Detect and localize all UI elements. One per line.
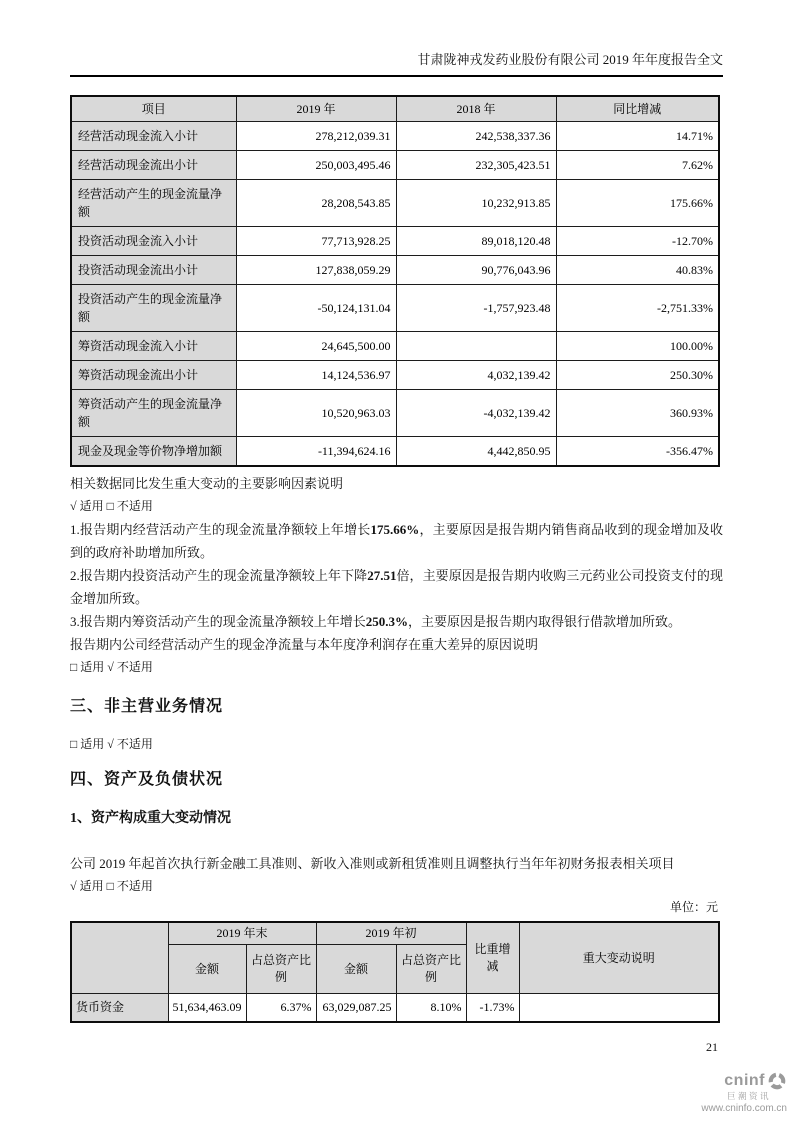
note-paragraph — [70, 564, 723, 610]
cash-flow-header-row — [71, 96, 719, 122]
value-change: -2,751.33% — [556, 285, 719, 332]
unit-label: 单位：元 — [669, 900, 718, 914]
value-2018: 242,538,337.36 — [396, 122, 556, 151]
weight-change: -1.73% — [466, 994, 519, 1023]
notes-block — [70, 472, 723, 679]
asset-composition-table — [70, 921, 720, 1023]
asset-header-row-1 — [71, 922, 719, 945]
value-change: 40.83% — [556, 256, 719, 285]
section-heading-4: 四、资产及负债状况 — [70, 771, 224, 788]
col-header-item: 项目 — [71, 96, 236, 122]
value-2018: 4,032,139.42 — [396, 361, 556, 390]
text-segment: 27.51 — [367, 568, 397, 583]
row-label: 经营活动现金流出小计 — [71, 151, 236, 180]
cninfo-swirl-icon — [765, 1071, 787, 1091]
col-header-2018: 2018 年 — [396, 96, 556, 122]
page-content — [70, 0, 723, 1023]
asset-subcol-ratio-end: 占总资产比例 — [246, 945, 316, 994]
row-label: 投资活动现金流出小计 — [71, 256, 236, 285]
cninfo-brand-row — [701, 1071, 787, 1091]
value-2018: 10,232,913.85 — [396, 180, 556, 227]
start-ratio: 8.10% — [396, 994, 466, 1023]
text-segment: 1.报告期内经营活动产生的现金流量净额较上年增长 — [70, 522, 371, 537]
asset-subcol-amount-start: 金额 — [316, 945, 396, 994]
table-row — [71, 256, 719, 285]
value-change: 100.00% — [556, 332, 719, 361]
table-row — [71, 227, 719, 256]
value-2018: 4,442,850.95 — [396, 437, 556, 467]
notes-title: 相关数据同比发生重大变动的主要影响因素说明 — [70, 476, 344, 491]
table-row — [71, 390, 719, 437]
asset-col-period-start: 2019 年初 — [316, 922, 466, 945]
value-change: 14.71% — [556, 122, 719, 151]
value-change: 250.30% — [556, 361, 719, 390]
applicable-line: √ 适用 □ 不适用 — [70, 499, 153, 513]
value-change: 7.62% — [556, 151, 719, 180]
text-segment: 2.报告期内投资活动产生的现金流量净额较上年下降 — [70, 568, 368, 583]
row-label: 现金及现金等价物净增加额 — [71, 437, 236, 467]
end-amount: 51,634,463.09 — [168, 994, 246, 1023]
value-change: -12.70% — [556, 227, 719, 256]
value-2018: 232,305,423.51 — [396, 151, 556, 180]
row-label: 经营活动现金流入小计 — [71, 122, 236, 151]
row-label: 筹资活动现金流出小计 — [71, 361, 236, 390]
note-paragraph — [70, 518, 723, 564]
table-row — [71, 122, 719, 151]
cninfo-brand-text: cninf — [724, 1071, 765, 1089]
row-label: 筹资活动现金流入小计 — [71, 332, 236, 361]
table-row — [71, 180, 719, 227]
table-row — [71, 361, 719, 390]
table-row — [71, 437, 719, 467]
page-number: 21 — [706, 1040, 718, 1054]
value-2018: -4,032,139.42 — [396, 390, 556, 437]
asset-col-item — [71, 922, 168, 994]
row-label: 货币资金 — [71, 994, 168, 1023]
text-segment: ，主要原因是报告期内取得银行借款增加所致。 — [408, 614, 682, 629]
col-header-2019: 2019 年 — [236, 96, 396, 122]
value-change: -356.47% — [556, 437, 719, 467]
value-2019: 77,713,928.25 — [236, 227, 396, 256]
applicable-line: □ 适用 √ 不适用 — [70, 737, 153, 751]
intro-paragraph: 公司 2019 年起首次执行新金融工具准则、新收入准则或新租赁准则且调整执行当年年初财务报表相关项目 — [70, 856, 675, 871]
value-2019: -11,394,624.16 — [236, 437, 396, 467]
table-row — [71, 285, 719, 332]
value-2019: 250,003,495.46 — [236, 151, 396, 180]
asset-subcol-ratio-start: 占总资产比例 — [396, 945, 466, 994]
col-header-change: 同比增减 — [556, 96, 719, 122]
value-2018: -1,757,923.48 — [396, 285, 556, 332]
note-paragraph — [70, 610, 723, 633]
diff-title: 报告期内公司经营活动产生的现金净流量与本年度净利润存在重大差异的原因说明 — [70, 637, 539, 652]
row-label: 投资活动产生的现金流量净额 — [71, 285, 236, 332]
cninfo-url: www.cninfo.com.cn — [701, 1103, 787, 1114]
report-title: 甘肃陇神戎发药业股份有限公司 2019 年年度报告全文 — [417, 52, 723, 67]
value-2019: 127,838,059.29 — [236, 256, 396, 285]
section-heading-3: 三、非主营业务情况 — [70, 698, 224, 715]
subsection-heading: 1、资产构成重大变动情况 — [70, 811, 231, 826]
row-label: 投资活动现金流入小计 — [71, 227, 236, 256]
value-2019: 278,212,039.31 — [236, 122, 396, 151]
value-2019: 24,645,500.00 — [236, 332, 396, 361]
applicable-line: √ 适用 □ 不适用 — [70, 879, 153, 893]
asset-subcol-amount-end: 金额 — [168, 945, 246, 994]
text-segment: 175.66% — [370, 522, 420, 537]
value-change: 175.66% — [556, 180, 719, 227]
value-2019: -50,124,131.04 — [236, 285, 396, 332]
cninfo-chinese-name: 巨潮资讯 — [726, 1090, 771, 1101]
text-segment: ，主要原因是报告期内销售商品收到的现金增加及收到的政府补助增加所致。 — [70, 522, 723, 560]
table-row — [71, 332, 719, 361]
row-label: 筹资活动产生的现金流量净额 — [71, 390, 236, 437]
value-change: 360.93% — [556, 390, 719, 437]
text-segment: 3.报告期内筹资活动产生的现金流量净额较上年增长 — [70, 614, 366, 629]
end-ratio: 6.37% — [246, 994, 316, 1023]
text-segment: 倍，主要原因是报告期内收购三元药业公司投资支付的现金增加所致。 — [70, 568, 723, 606]
value-2019: 28,208,543.85 — [236, 180, 396, 227]
table-row — [71, 151, 719, 180]
table-row — [71, 994, 719, 1023]
major-change-note — [519, 994, 719, 1023]
row-label: 经营活动产生的现金流量净额 — [71, 180, 236, 227]
asset-col-period-end: 2019 年末 — [168, 922, 316, 945]
value-2019: 14,124,536.97 — [236, 361, 396, 390]
asset-col-major-change: 重大变动说明 — [519, 922, 719, 994]
value-2018: 89,018,120.48 — [396, 227, 556, 256]
start-amount: 63,029,087.25 — [316, 994, 396, 1023]
value-2018 — [396, 332, 556, 361]
report-header — [70, 52, 723, 77]
value-2018: 90,776,043.96 — [396, 256, 556, 285]
cash-flow-table — [70, 95, 720, 467]
applicable-line: □ 适用 √ 不适用 — [70, 660, 153, 674]
text-segment: 250.3% — [365, 614, 409, 629]
asset-col-weight-change: 比重增减 — [466, 922, 519, 994]
cninfo-logo — [701, 1071, 787, 1114]
value-2019: 10,520,963.03 — [236, 390, 396, 437]
